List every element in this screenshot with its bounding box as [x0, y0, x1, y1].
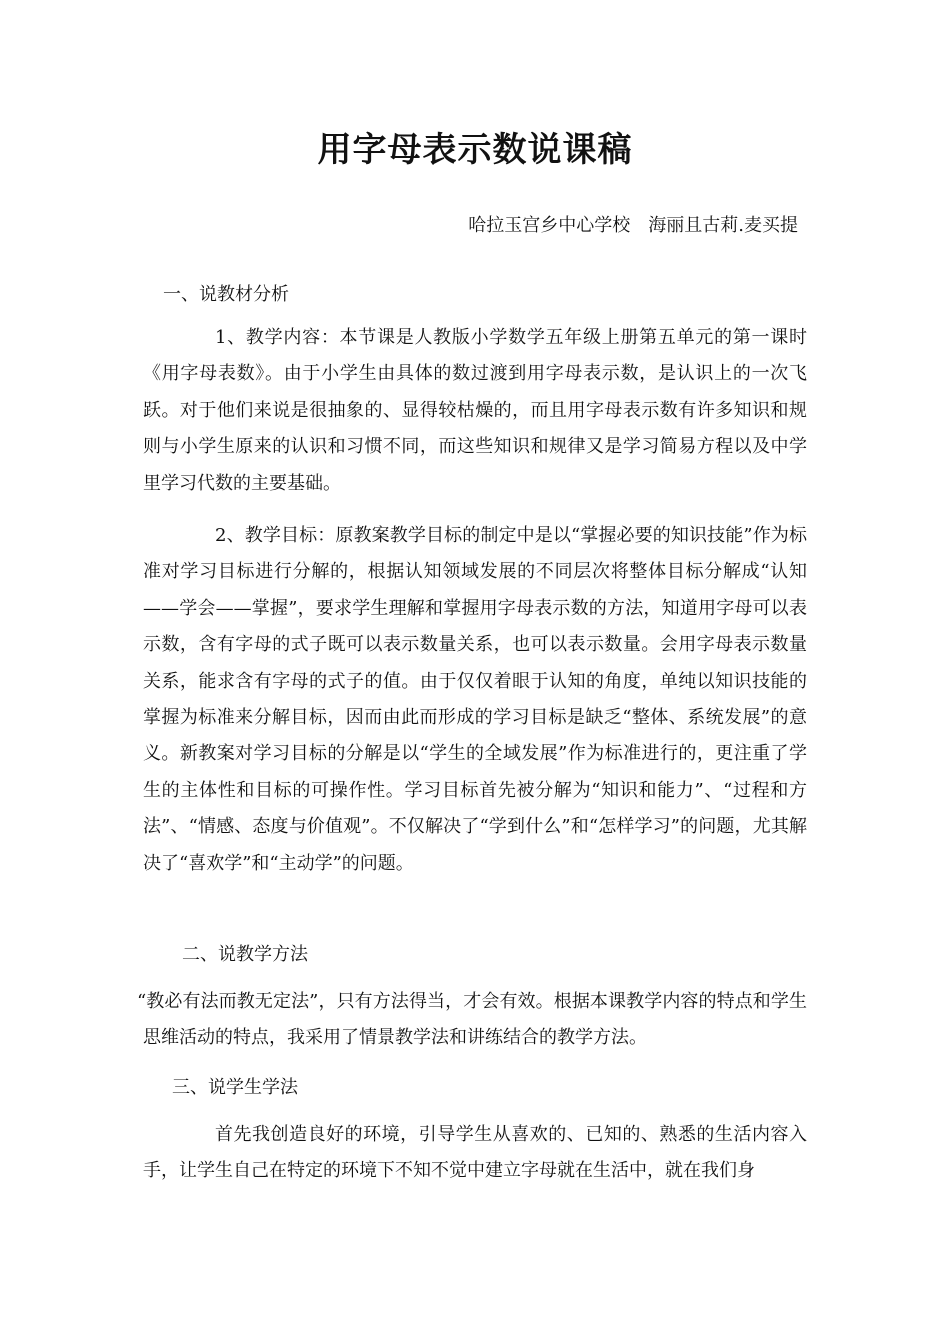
section-heading-3: 三、说学生学法: [172, 1077, 298, 1098]
paragraph-teaching-methods: “教必有法而教无定法”，只有方法得当，才会有效。根据本课教学内容的特点和学生思维活动的特点，我采用了情景教学法和讲练结合的教学方法。: [137, 991, 807, 1049]
paragraph-learning-methods: 首先我创造良好的环境，引导学生从喜欢的、已知的、熟悉的生活内容入手，让学生自己在特定的环境下不知不觉中建立字母就在生活中，就在我们身: [143, 1124, 807, 1182]
paragraph-teaching-content: 1、教学内容：本节课是人教版小学数学五年级上册第五单元的第一课时《用字母表数》。由于小学生由具体的数过渡到用字母表示数，是认识上的一次飞跃。对于他们来说是很抽象的、显得较枯燥的，而且用字母表示数有许多知识和规则与小学生原来的认识和习惯不同，而这些知识和规律又是学习简易方程以及中学里学习代数的主要基础。: [143, 327, 807, 494]
author-line: 哈拉玉宫乡中心学校 海丽且古莉.麦买提: [468, 215, 798, 236]
document-title: 用字母表示数说课稿: [317, 130, 633, 170]
section-heading-1: 一、说教材分析: [163, 284, 289, 305]
section-heading-2: 二、说教学方法: [182, 944, 308, 965]
paragraph-teaching-goals: 2、教学目标：原教案教学目标的制定中是以“掌握必要的知识技能”作为标准对学习目标进行分解的，根据认知领域发展的不同层次将整体目标分解成“认知——学会——掌握”，要求学生理解和掌握用字母表示数的方法，知道用字母可以表示数，含有字母的式子既可以表示数量关系，也可以表示数量。会用字母表示数量关系，能求含有字母的式子的值。由于仅仅着眼于认知的角度，单纯以知识技能的掌握为标准来分解目标，因而由此而形成的学习目标是缺乏“整体、系统发展”的意义。新教案对学习目标的分解是以“学生的全域发展”作为标准进行的，更注重了学生的主体性和目标的可操作性。学习目标首先被分解为“知识和能力”、“过程和方法”、“情感、态度与价值观”。不仅解决了“学到什么”和“怎样学习”的问题，尤其解决了“喜欢学”和“主动学”的问题。: [143, 525, 807, 874]
